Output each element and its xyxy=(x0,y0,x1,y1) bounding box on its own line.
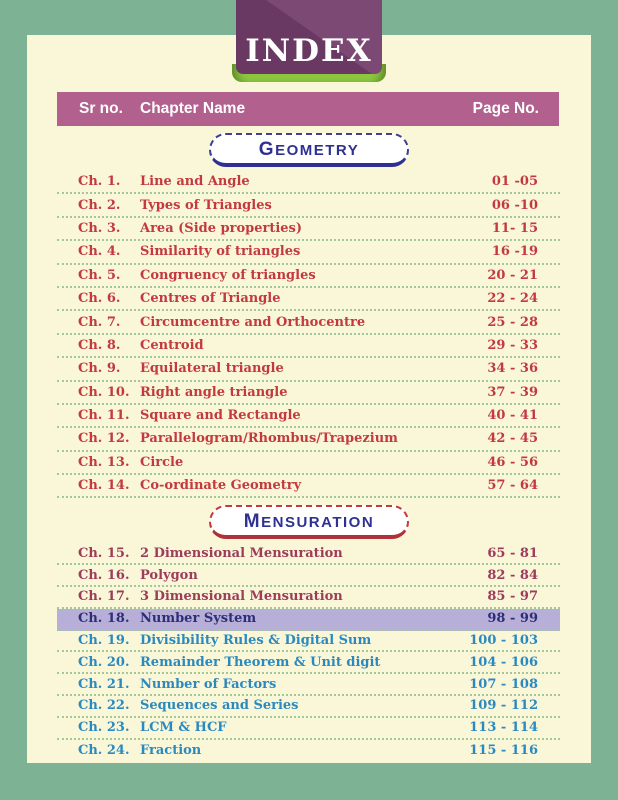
row-page-range: 104 - 106 xyxy=(469,654,538,670)
row-chapter-number: Ch. 9. xyxy=(78,361,121,377)
row-page-range: 85 - 97 xyxy=(487,589,538,605)
row-chapter-number: Ch. 18. xyxy=(78,611,130,627)
table-row xyxy=(57,718,560,740)
row-page-range: 115 - 116 xyxy=(469,743,538,759)
table-row xyxy=(57,288,560,311)
row-chapter-number: Ch. 11. xyxy=(78,408,130,424)
row-chapter-number: Ch. 2. xyxy=(78,197,121,213)
row-page-range: 37 - 39 xyxy=(487,384,538,400)
row-chapter-number: Ch. 21. xyxy=(78,676,130,692)
section-pill xyxy=(209,505,409,539)
row-chapter-name: Right angle triangle xyxy=(140,384,288,400)
row-chapter-number: Ch. 4. xyxy=(78,244,121,260)
row-chapter-name: Types of Triangles xyxy=(140,197,272,213)
row-chapter-name: 2 Dimensional Mensuration xyxy=(140,545,343,561)
section-title: GEOMETRY xyxy=(258,138,360,160)
row-page-range: 42 - 45 xyxy=(487,431,538,447)
row-chapter-name: Centres of Triangle xyxy=(140,291,281,307)
row-page-range: 01 -05 xyxy=(491,174,538,190)
row-page-range: 109 - 112 xyxy=(469,698,538,714)
table-row xyxy=(57,171,560,194)
row-chapter-number: Ch. 10. xyxy=(78,384,130,400)
row-chapter-name: Line and Angle xyxy=(140,174,250,190)
table-row xyxy=(57,587,560,609)
row-chapter-name: Equilateral triangle xyxy=(140,361,284,377)
row-page-range: 100 - 103 xyxy=(469,633,538,649)
row-page-range: 34 - 36 xyxy=(487,361,538,377)
table-row xyxy=(57,428,560,451)
row-chapter-name: Number System xyxy=(140,611,257,627)
row-page-range: 20 - 21 xyxy=(487,267,538,283)
row-chapter-number: Ch. 16. xyxy=(78,567,130,583)
section xyxy=(27,133,591,498)
column-header-chapter-name: Chapter Name xyxy=(140,100,246,117)
row-page-range: 65 - 81 xyxy=(487,545,538,561)
table-row xyxy=(57,218,560,241)
row-chapter-name: Polygon xyxy=(140,567,198,583)
row-chapter-name: Centroid xyxy=(140,337,204,353)
section-pill-wrap xyxy=(27,505,591,539)
section-rows xyxy=(57,543,560,761)
row-chapter-name: Congruency of triangles xyxy=(140,267,316,283)
row-page-range: 98 - 99 xyxy=(487,611,538,627)
row-chapter-number: Ch. 1. xyxy=(78,174,121,190)
section xyxy=(27,505,591,761)
table-row xyxy=(57,382,560,405)
row-chapter-name: Area (Side properties) xyxy=(140,220,303,236)
row-chapter-number: Ch. 7. xyxy=(78,314,121,330)
table-row xyxy=(57,241,560,264)
row-chapter-number: Ch. 23. xyxy=(78,720,130,736)
table-row xyxy=(57,311,560,334)
row-page-range: 82 - 84 xyxy=(487,567,538,583)
table-row xyxy=(57,194,560,217)
row-page-range: 16 -19 xyxy=(491,244,538,260)
row-chapter-number: Ch. 15. xyxy=(78,545,130,561)
row-chapter-name: Circle xyxy=(140,454,184,470)
row-chapter-name: Parallelogram/Rhombus/Trapezium xyxy=(140,431,398,447)
table-row xyxy=(57,740,560,762)
section-title: MENSURATION xyxy=(243,510,375,532)
row-chapter-name: Circumcentre and Orthocentre xyxy=(140,314,366,330)
table-row xyxy=(57,674,560,696)
table-row xyxy=(57,358,560,381)
row-chapter-name: 3 Dimensional Mensuration xyxy=(140,589,343,605)
row-page-range: 11- 15 xyxy=(491,220,538,236)
table-row xyxy=(57,265,560,288)
index-ribbon xyxy=(236,0,382,84)
row-chapter-number: Ch. 14. xyxy=(78,478,130,494)
table-row xyxy=(57,335,560,358)
row-chapter-name: LCM & HCF xyxy=(140,720,227,736)
page-panel xyxy=(27,35,591,763)
ribbon-body xyxy=(236,0,382,74)
row-page-range: 46 - 56 xyxy=(487,454,538,470)
row-chapter-name: Fraction xyxy=(140,743,202,759)
row-chapter-name: Similarity of triangles xyxy=(140,244,301,260)
row-chapter-name: Remainder Theorem & Unit digit xyxy=(140,654,381,670)
table-row xyxy=(57,565,560,587)
table-row xyxy=(57,543,560,565)
row-page-range: 22 - 24 xyxy=(487,291,538,307)
section-pill xyxy=(209,133,409,167)
row-chapter-number: Ch. 6. xyxy=(78,291,121,307)
row-page-range: 25 - 28 xyxy=(487,314,538,330)
row-page-range: 57 - 64 xyxy=(487,478,538,494)
column-header-page-no: Page No. xyxy=(472,100,539,117)
section-pill-wrap xyxy=(27,133,591,167)
row-chapter-number: Ch. 3. xyxy=(78,220,121,236)
row-chapter-name: Co-ordinate Geometry xyxy=(140,478,302,494)
row-chapter-name: Sequences and Series xyxy=(140,698,299,714)
section-rows xyxy=(57,171,560,498)
table-row xyxy=(57,652,560,674)
table-header xyxy=(57,92,559,126)
table-row xyxy=(57,631,560,653)
row-chapter-name: Divisibility Rules & Digital Sum xyxy=(140,633,372,649)
row-chapter-number: Ch. 19. xyxy=(78,633,130,649)
row-page-range: 40 - 41 xyxy=(487,408,538,424)
row-chapter-number: Ch. 5. xyxy=(78,267,121,283)
row-chapter-number: Ch. 22. xyxy=(78,698,130,714)
page-title: INDEX xyxy=(245,33,373,69)
row-chapter-number: Ch. 8. xyxy=(78,337,121,353)
row-chapter-number: Ch. 12. xyxy=(78,431,130,447)
row-page-range: 29 - 33 xyxy=(487,337,538,353)
table-row xyxy=(57,475,560,498)
row-chapter-name: Square and Rectangle xyxy=(140,408,301,424)
row-chapter-number: Ch. 13. xyxy=(78,454,130,470)
table-row xyxy=(57,452,560,475)
sections xyxy=(27,133,591,761)
row-chapter-number: Ch. 24. xyxy=(78,743,130,759)
row-page-range: 113 - 114 xyxy=(469,720,538,736)
row-chapter-name: Number of Factors xyxy=(140,676,277,692)
table-row xyxy=(57,696,560,718)
row-chapter-number: Ch. 20. xyxy=(78,654,130,670)
column-header-sr-no: Sr no. xyxy=(79,100,123,117)
row-page-range: 06 -10 xyxy=(491,197,538,213)
row-page-range: 107 - 108 xyxy=(469,676,538,692)
table-row xyxy=(57,609,560,631)
table-row xyxy=(57,405,560,428)
row-chapter-number: Ch. 17. xyxy=(78,589,130,605)
